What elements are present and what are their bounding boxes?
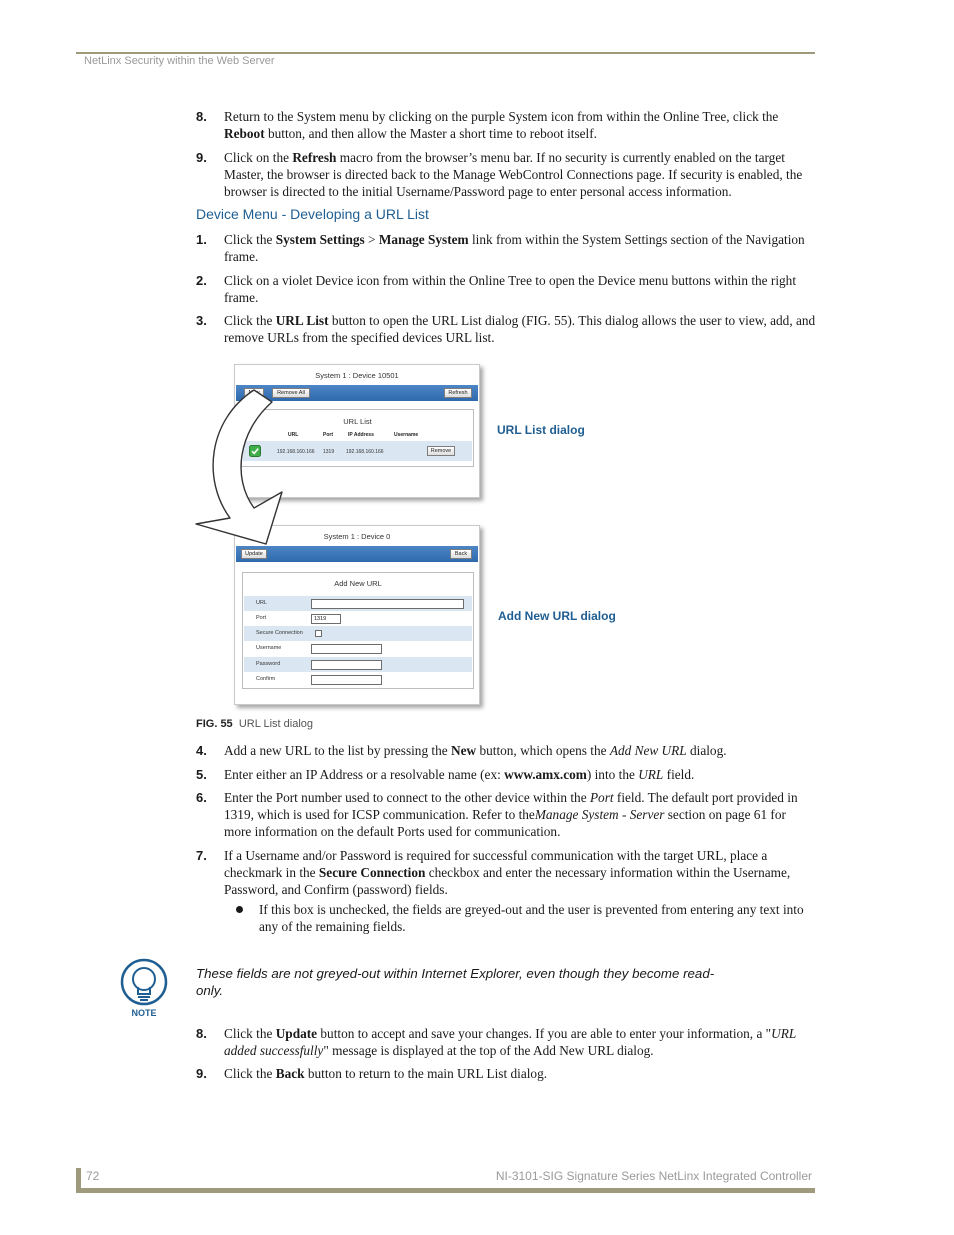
- step-number: 8.: [196, 1026, 207, 1041]
- text-run: button to return to the main URL List dialog.: [304, 1066, 548, 1081]
- figure-55: [190, 360, 650, 710]
- add-url-panel: [242, 572, 474, 689]
- step-1-system-settings: [196, 231, 816, 265]
- note-label: NOTE: [131, 1008, 157, 1018]
- italic-term: Port: [589, 790, 614, 805]
- text-run: If a Username and/or Password is required for successful communication with the target URL, place a checkmark in the: [224, 848, 768, 880]
- text-run: button, which opens the: [476, 743, 610, 758]
- text-run: Return to the System menu by clicking on the purple System icon from within the Online Tree, click the: [224, 109, 779, 124]
- step-text: [224, 108, 816, 142]
- text-run: Click on a violet Device icon from within the Online Tree to open the Device menu buttons within the right frame.: [224, 273, 797, 305]
- url-row: [244, 596, 472, 611]
- step-4-new: [196, 742, 816, 759]
- text-run: ) into the: [586, 767, 639, 782]
- column-header-url: URL: [288, 432, 299, 438]
- port-input[interactable]: 1319: [311, 614, 341, 624]
- password-label: Password: [256, 661, 281, 667]
- text-run: section on page 61 for more information on the default Ports used for communication.: [224, 807, 786, 839]
- text-run: Click the: [224, 1026, 276, 1041]
- step-number: 1.: [196, 232, 207, 247]
- text-run: button to open the URL List dialog (FIG. 55). This dialog allows the user to view, add, and remove URLs from the specified devices URL list.: [224, 313, 816, 345]
- secure-connection-label: Secure Connection: [256, 630, 303, 636]
- bold-term: Back: [275, 1066, 305, 1081]
- dialog-toolbar: [236, 546, 478, 562]
- bold-term: Update: [275, 1026, 318, 1041]
- secure-row: [244, 626, 472, 641]
- step-number: 6.: [196, 790, 207, 805]
- italic-term: URL added successfully: [224, 1026, 797, 1058]
- step-text: [224, 766, 816, 783]
- confirm-label: Confirm: [256, 676, 276, 682]
- confirm-row: [244, 672, 472, 687]
- panel-title: URL List: [343, 417, 372, 426]
- port-row: [244, 611, 472, 626]
- remove-button[interactable]: Remove: [427, 446, 455, 456]
- text-run: >: [364, 232, 379, 247]
- step-number: 9.: [196, 150, 207, 165]
- password-input[interactable]: [311, 660, 382, 670]
- panel-title: Add New URL: [334, 579, 382, 588]
- dialog-title: System 1 : Device 10501: [315, 371, 399, 380]
- text-run: button to accept and save your changes. If you are able to enter your information, a ": [317, 1026, 772, 1041]
- step-text: [224, 1065, 816, 1082]
- password-row: [244, 657, 472, 672]
- text-run: Click the: [224, 313, 276, 328]
- text-run: Enter either an IP Address or a resolvable name (ex:: [224, 767, 505, 782]
- step-text: [224, 1025, 816, 1059]
- step-3-url-list: [196, 312, 816, 346]
- bold-term: Refresh: [292, 150, 337, 165]
- figure-caption: [196, 718, 313, 730]
- step-9-back: [196, 1065, 816, 1082]
- secure-connection-checkbox[interactable]: [315, 630, 322, 637]
- column-header-ip: IP Address: [348, 432, 374, 438]
- back-button[interactable]: Back: [450, 549, 472, 559]
- italic-term: URL: [638, 767, 664, 782]
- url-label: URL: [256, 600, 268, 606]
- column-header-username: Username: [394, 432, 419, 438]
- cell-ip: 192.168.160.166: [346, 449, 384, 455]
- bold-term: System Settings: [275, 232, 365, 247]
- cell-url: 192.168.160.166: [277, 449, 315, 455]
- remove-all-button[interactable]: Remove All: [272, 388, 310, 398]
- step-2-device-icon: [196, 272, 816, 306]
- text-run: Add a new URL to the list by pressing the: [224, 743, 452, 758]
- text-run: Click on the: [224, 150, 293, 165]
- header-rule: [76, 52, 815, 54]
- text-run: button, and then allow the Master a short time to reboot itself.: [264, 126, 597, 141]
- text-run: field.: [663, 767, 695, 782]
- text-run: field. The default port provided in 1319, which is used for ICSP communication. Refer to the: [224, 790, 798, 822]
- step-number: 7.: [196, 848, 207, 863]
- text-run: Enter the Port number used to connect to the other device within the: [224, 790, 590, 805]
- refresh-button[interactable]: Refresh: [444, 388, 472, 398]
- curved-arrow-icon: [190, 380, 300, 545]
- step-text: [224, 312, 816, 346]
- callout-add-new-url: Add New URL dialog: [498, 609, 616, 623]
- bold-term: New: [451, 743, 477, 758]
- step-9-refresh: [196, 149, 816, 200]
- username-input[interactable]: [311, 644, 382, 654]
- step-number: 2.: [196, 273, 207, 288]
- text-run: Click the: [224, 232, 276, 247]
- bold-term: www.amx.com: [504, 767, 587, 782]
- bullet-item: [236, 901, 816, 935]
- footer-rule: [76, 1188, 815, 1193]
- column-header-port: Port: [323, 432, 333, 438]
- username-label: Username: [256, 645, 282, 651]
- step-8-update: [196, 1025, 816, 1059]
- bold-term: Reboot: [224, 126, 265, 141]
- bullet-text: If this box is unchecked, the fields are greyed-out and the user is prevented from entering any text into any of the remaining fields.: [259, 902, 804, 934]
- note-text: These fields are not greyed-out within Internet Explorer, even though they become read-only.: [196, 966, 715, 998]
- footer-doc-title: NI-3101-SIG Signature Series NetLinx Integrated Controller: [495, 1169, 812, 1183]
- bold-term: Secure Connection: [318, 865, 426, 880]
- dialog-title: System 1 : Device 0: [323, 532, 391, 541]
- section-title: Device Menu - Developing a URL List: [196, 206, 429, 222]
- figure-caption-text: URL List dialog: [238, 718, 313, 730]
- step-number: 4.: [196, 743, 207, 758]
- italic-term: Add New URL: [609, 743, 687, 758]
- step-number: 3.: [196, 313, 207, 328]
- step-6-port: [196, 789, 816, 840]
- step-text: [224, 231, 816, 265]
- text-run: " message is displayed at the top of the Add New URL dialog.: [323, 1043, 654, 1058]
- text-run: link from within the System Settings section of the Navigation frame.: [224, 232, 805, 264]
- step-7-secure: [196, 847, 816, 898]
- bullet-dot: [236, 906, 243, 913]
- figure-caption-label: FIG. 55: [196, 718, 233, 730]
- text-run: checkbox and enter the necessary information within the Username, Password, and Confirm (password) fields.: [224, 865, 791, 897]
- step-number: 9.: [196, 1066, 207, 1081]
- step-text: [224, 789, 816, 840]
- page-number: 72: [86, 1169, 100, 1183]
- step-text: [224, 847, 816, 898]
- step-text: [224, 742, 816, 759]
- add-new-url-dialog: [234, 525, 480, 705]
- username-row: [244, 641, 472, 656]
- step-number: 8.: [196, 109, 207, 124]
- text-run: Click the: [224, 1066, 276, 1081]
- step-text: [224, 149, 816, 200]
- update-button[interactable]: Update: [241, 549, 267, 559]
- text-run: macro from the browser’s menu bar. If no security is currently enabled on the target Master, the browser is directed back to the Manage WebControl Connections page. If security is enabled, the browser is directed to the initial Username/Password page to enter personal access information.: [224, 150, 803, 199]
- step-5-url: [196, 766, 816, 783]
- bold-term: URL List: [275, 313, 329, 328]
- url-input[interactable]: [311, 599, 464, 609]
- step-8-reboot: [196, 108, 816, 142]
- step-number: 5.: [196, 767, 207, 782]
- text-run: dialog.: [686, 743, 727, 758]
- running-header: NetLinx Security within the Web Server: [84, 55, 275, 67]
- cell-port: 1319: [323, 449, 335, 455]
- port-label: Port: [256, 615, 267, 621]
- confirm-input[interactable]: [311, 675, 382, 685]
- bold-term: Manage System: [378, 232, 469, 247]
- step-text: [224, 272, 816, 306]
- italic-term: Manage System - Server: [534, 807, 665, 822]
- callout-url-list: URL List dialog: [497, 423, 585, 437]
